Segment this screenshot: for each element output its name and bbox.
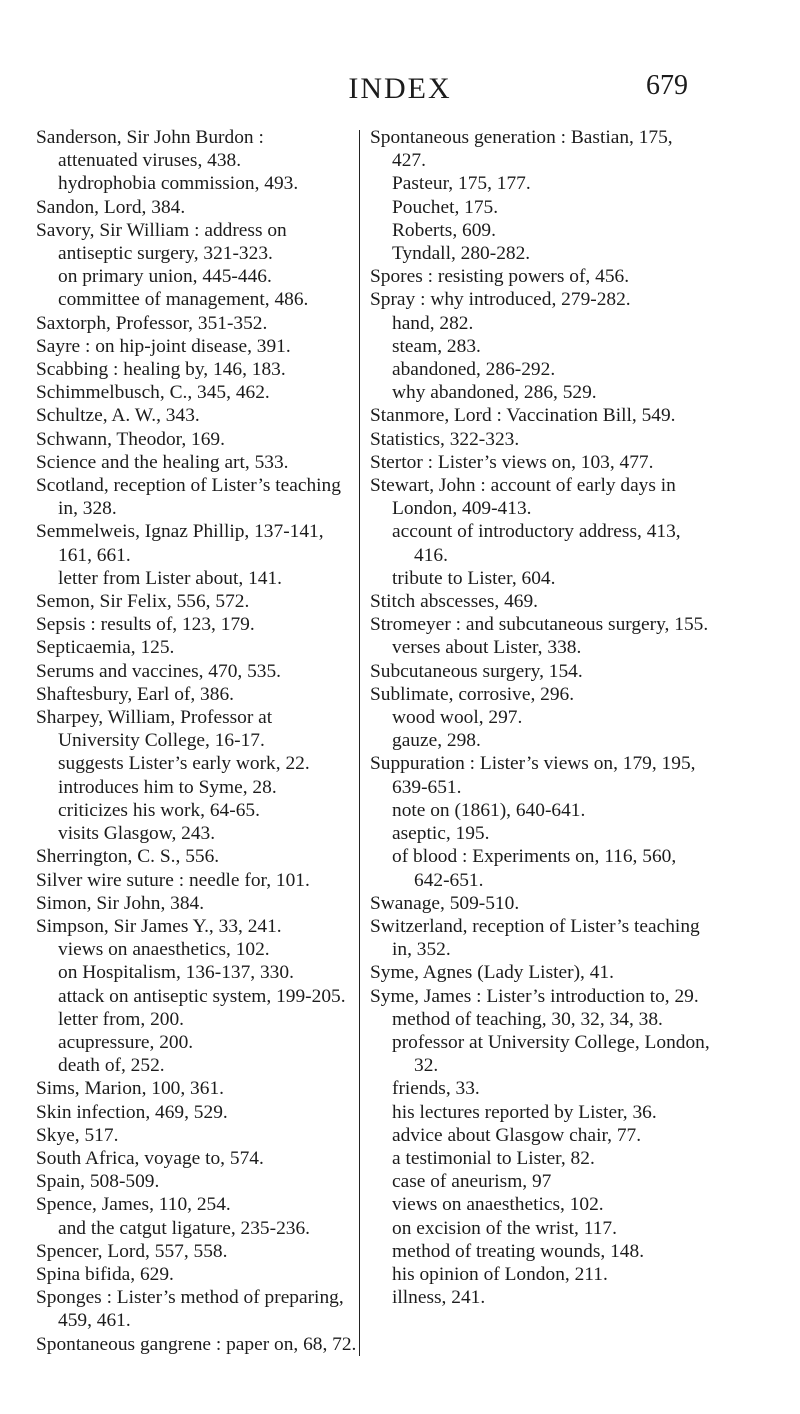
index-entry: Shaftesbury, Earl of, 386. (36, 683, 234, 705)
index-subentry: views on anaesthetics, 102. (392, 1194, 604, 1216)
index-entry: Spontaneous generation : Bastian, 175, 427. (370, 127, 673, 172)
index-subentry: aseptic, 195. (392, 823, 490, 845)
index-entry: Sanderson, Sir John Burdon : (36, 127, 264, 148)
index-entry: Stertor : Lister’s views on, 103, 477. (370, 451, 654, 473)
index-subentry: criticizes his work, 64-65. (58, 799, 260, 821)
index-subentry: letter from, 200. (58, 1008, 185, 1030)
index-entry: Septicaemia, 125. (36, 637, 175, 659)
index-entry: Sandon, Lord, 384. (36, 196, 186, 218)
index-entry: South Africa, voyage to, 574. (36, 1147, 264, 1169)
index-subentry: Tyndall, 280-282. (392, 243, 531, 265)
index-subentry: views on anaesthetics, 102. (58, 939, 270, 961)
index-subentry: professor at University College, London, 32. (392, 1031, 710, 1077)
index-subentry: letter from Lister about, 141. (58, 567, 283, 589)
index-subentry: method of teaching, 30, 32, 34, 38. (392, 1008, 663, 1030)
index-entry: Schultze, A. W., 343. (36, 405, 200, 427)
index-entry: Skye, 517. (36, 1124, 119, 1146)
index-entry: Spina bifida, 629. (36, 1263, 174, 1285)
index-entry: Stitch abscesses, 469. (370, 591, 539, 613)
index-entry: Statistics, 322-323. (370, 428, 520, 450)
index-entry: Syme, James : Lister’s introduction to, 29. (370, 985, 699, 1007)
index-entry: Spray : why introduced, 279-282. (370, 289, 631, 311)
index-entry: Simpson, Sir James Y., 33, 241. (36, 915, 282, 937)
page-title: INDEX (348, 72, 452, 105)
index-subentry: committee of management, 486. (58, 289, 309, 311)
index-subentry: hydrophobia commission, 493. (58, 173, 299, 195)
index-subentry: his opinion of London, 211. (392, 1263, 608, 1285)
index-entry: Scotland, reception of Lister’s teaching in, 328. (36, 475, 341, 520)
index-subentry: attenuated viruses, 438. (58, 150, 242, 172)
index-subentry: introduces him to Syme, 28. (58, 776, 277, 798)
index-entry: Saxtorph, Professor, 351-352. (36, 312, 268, 334)
index-subentry: steam, 283. (392, 335, 481, 357)
index-entry: Schwann, Theodor, 169. (36, 428, 225, 450)
index-entry: Spencer, Lord, 557, 558. (36, 1240, 228, 1262)
index-entry: Spontaneous gangrene : paper on, 68, 72. (36, 1333, 357, 1355)
index-entry: Simon, Sir John, 384. (36, 892, 205, 914)
index-subentry: why abandoned, 286, 529. (392, 382, 597, 404)
index-entry: Suppuration : Lister’s views on, 179, 195, 639-651. (370, 753, 696, 798)
index-subentry: visits Glasgow, 243. (58, 823, 216, 845)
index-subentry: a testimonial to Lister, 82. (392, 1147, 595, 1169)
index-subentry: his lectures reported by Lister, 36. (392, 1101, 657, 1123)
index-entry: Stanmore, Lord : Vaccination Bill, 549. (370, 405, 676, 427)
index-subentry: Pasteur, 175, 177. (392, 173, 531, 195)
index-entry: Sharpey, William, Professor at University College, 16-17. (36, 707, 273, 752)
index-subentry: case of aneurism, 97 (392, 1171, 552, 1193)
index-entry: Schimmelbusch, C., 345, 462. (36, 382, 270, 404)
page-header (0, 68, 800, 112)
index-entry: Savory, Sir William : address on antiseptic surgery, 321-323. (36, 219, 287, 265)
index-subentry: abandoned, 286-292. (392, 359, 556, 381)
index-subentry: advice about Glasgow chair, 77. (392, 1124, 642, 1146)
index-entry: Sepsis : results of, 123, 179. (36, 614, 255, 636)
index-entry: Switzerland, reception of Lister’s teaching in, 352. (370, 915, 700, 961)
index-subentry: hand, 282. (392, 312, 474, 334)
index-subentry: acupressure, 200. (58, 1031, 194, 1053)
index-subentry: wood wool, 297. (392, 707, 523, 729)
index-entry: Science and the healing art, 533. (36, 451, 289, 473)
index-entry: Sponges : Lister’s method of preparing, 459, 461. (36, 1287, 344, 1332)
index-subentry: on primary union, 445-446. (58, 266, 272, 288)
index-entry: Sayre : on hip-joint disease, 391. (36, 335, 291, 357)
index-entry: Syme, Agnes (Lady Lister), 41. (370, 962, 614, 984)
index-subentry: of blood : Experiments on, 116, 560, 642-651. (392, 846, 677, 891)
index-subentry: on excision of the wrist, 117. (392, 1217, 617, 1239)
index-subentry: Roberts, 609. (392, 219, 496, 241)
index-entry: Silver wire suture : needle for, 101. (36, 869, 310, 891)
index-subentry: verses about Lister, 338. (392, 637, 582, 659)
index-entry: Semon, Sir Felix, 556, 572. (36, 591, 250, 613)
index-entry: Spain, 508-509. (36, 1171, 160, 1193)
index-entry: Sims, Marion, 100, 361. (36, 1078, 224, 1100)
index-entry: Spores : resisting powers of, 456. (370, 266, 630, 288)
index-subentry: illness, 241. (392, 1287, 486, 1309)
index-entry: Subcutaneous surgery, 154. (370, 660, 583, 682)
index-subentry: Pouchet, 175. (392, 196, 499, 218)
index-entry: Stromeyer : and subcutaneous surgery, 155. (370, 614, 709, 636)
index-subentry: method of treating wounds, 148. (392, 1240, 645, 1262)
index-subentry: attack on antiseptic system, 199-205. (58, 985, 346, 1007)
index-entry: Serums and vaccines, 470, 535. (36, 660, 282, 682)
column-divider (359, 130, 360, 1356)
index-entry: Sublimate, corrosive, 296. (370, 683, 575, 705)
page-number: 679 (646, 70, 688, 101)
index-entry: Swanage, 509-510. (370, 892, 520, 914)
index-entry: Stewart, John : account of early days in London, 409-413. (370, 475, 676, 520)
index-column-left (36, 126, 358, 1356)
index-subentry: and the catgut ligature, 235-236. (58, 1217, 311, 1239)
index-subentry: gauze, 298. (392, 730, 481, 752)
index-subentry: friends, 33. (392, 1078, 480, 1100)
index-entry: Scabbing : healing by, 146, 183. (36, 359, 286, 381)
index-entry: Semmelweis, Ignaz Phillip, 137-141, 161, 661. (36, 521, 324, 566)
index-subentry: suggests Lister’s early work, 22. (58, 753, 310, 775)
index-subentry: account of introductory address, 413, 416. (392, 521, 681, 566)
index-entry: Skin infection, 469, 529. (36, 1101, 228, 1123)
index-subentry: on Hospitalism, 136-137, 330. (58, 962, 294, 984)
index-entry: Spence, James, 110, 254. (36, 1194, 231, 1216)
index-column-right (370, 126, 710, 1309)
index-subentry: note on (1861), 640-641. (392, 799, 586, 821)
index-entry: Sherrington, C. S., 556. (36, 846, 220, 868)
index-subentry: death of, 252. (58, 1055, 165, 1077)
index-subentry: tribute to Lister, 604. (392, 567, 556, 589)
